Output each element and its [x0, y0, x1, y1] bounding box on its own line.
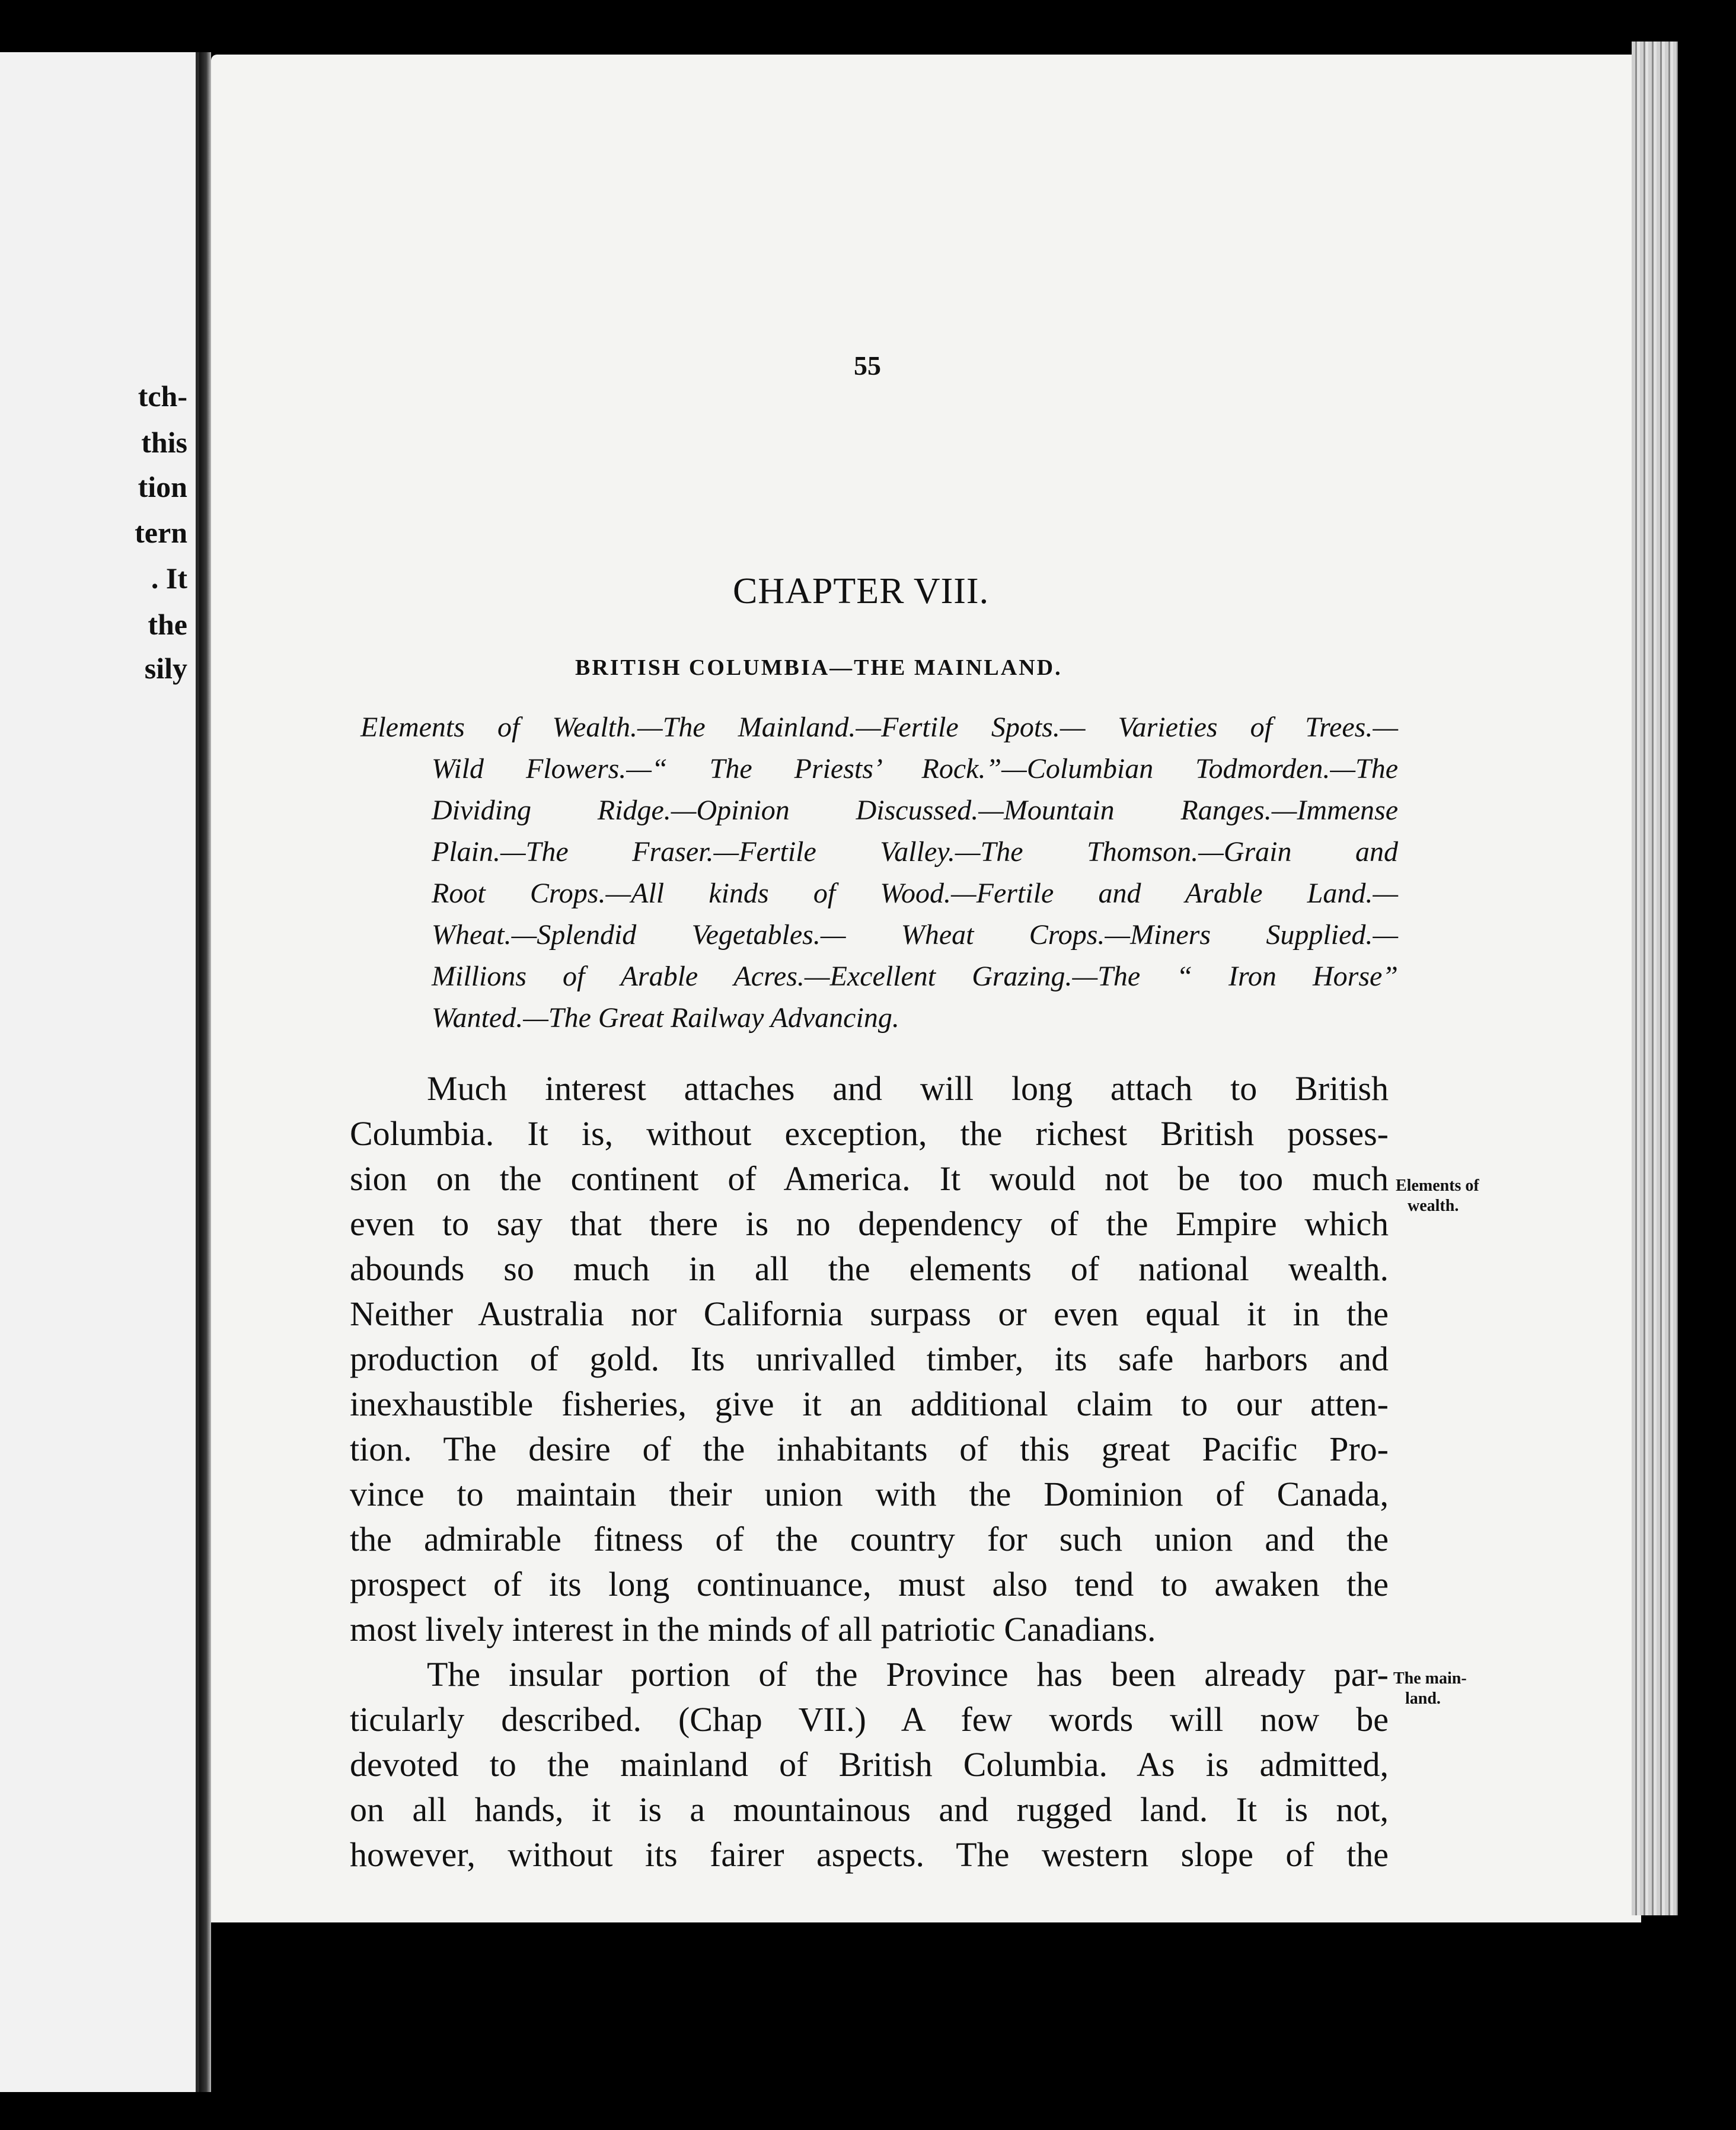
body-line: prospect of its long continuance, must also tend to awaken the [350, 1565, 1389, 1603]
body-line: vince to maintain their union with the Dominion of Canada, [350, 1475, 1389, 1513]
synopsis-line: Elements of Wealth.—The Mainland.—Fertile Spots.— Varieties of Trees.— [360, 712, 1398, 743]
body-line: most lively interest in the minds of all patriotic Canadians. [350, 1610, 1156, 1648]
margin-note [1393, 1669, 1467, 1709]
left-page-text-fragment: this [141, 426, 187, 459]
synopsis-line: Wanted.—The Great Railway Advancing. [432, 1002, 899, 1034]
page-number: 55 [854, 350, 881, 381]
margin-note-line: land. [1405, 1689, 1441, 1708]
body-line: Neither Australia nor California surpass or even equal it in the [350, 1294, 1389, 1333]
chapter-subtitle: BRITISH COLUMBIA—THE MAINLAND. [575, 655, 1062, 680]
chapter-synopsis [360, 707, 1398, 1039]
left-page-text-fragment: sily [144, 652, 187, 685]
left-page-text-fragment: tion [138, 470, 187, 503]
synopsis-line: Dividing Ridge.—Opinion Discussed.—Mountain Ranges.—Immense [432, 795, 1398, 826]
margin-note [1396, 1176, 1479, 1216]
synopsis-line: Root Crops.—All kinds of Wood.—Fertile and Arable Land.— [432, 878, 1398, 909]
body-line: Much interest attaches and will long attach to British [427, 1069, 1389, 1108]
body-line: sion on the continent of America. It would not be too much [350, 1159, 1389, 1198]
body-line: the admirable fitness of the country for such union and the [350, 1520, 1389, 1558]
synopsis-line: Millions of Arable Acres.—Excellent Grazing.—The “ Iron Horse” [432, 961, 1398, 992]
body-line: however, without its fairer aspects. The western slope of the [350, 1835, 1389, 1874]
chapter-title: CHAPTER VIII. [733, 571, 990, 611]
body-line: devoted to the mainland of British Columbia. As is admitted, [350, 1745, 1389, 1784]
body-line: The insular portion of the Province has been already par- [427, 1655, 1389, 1694]
margin-note-line: The main- [1393, 1669, 1467, 1688]
margin-note-line: Elements of [1396, 1176, 1479, 1195]
body-line: abounds so much in all the elements of national wealth. [350, 1249, 1389, 1288]
book-gutter [199, 52, 211, 2092]
synopsis-line: Wheat.—Splendid Vegetables.— Wheat Crops.—Miners Supplied.— [432, 919, 1398, 951]
synopsis-line: Wild Flowers.—“ The Priests’ Rock.”—Columbian Todmorden.—The [432, 753, 1398, 785]
body-line: ticularly described. (Chap VII.) A few words will now be [350, 1700, 1389, 1739]
left-page-text-fragment: tch- [138, 380, 187, 413]
body-line: tion. The desire of the inhabitants of this great Pacific Pro- [350, 1430, 1389, 1468]
page-edges [1632, 42, 1678, 1915]
left-page-text-fragment: tern [135, 516, 187, 549]
body-line: inexhaustible fisheries, give it an additional claim to our atten- [350, 1385, 1389, 1423]
body-line: production of gold. Its unrivalled timber, its safe harbors and [350, 1340, 1389, 1378]
margin-note-line: wealth. [1408, 1197, 1459, 1215]
previous-page-fragment [0, 52, 199, 2092]
body-line: on all hands, it is a mountainous and rugged land. It is not, [350, 1790, 1389, 1829]
body-line: even to say that there is no dependency of the Empire which [350, 1204, 1389, 1243]
body-text [350, 1066, 1389, 1877]
body-line: Columbia. It is, without exception, the richest British posses- [350, 1114, 1389, 1153]
synopsis-line: Plain.—The Fraser.—Fertile Valley.—The Thomson.—Grain and [432, 836, 1398, 868]
left-page-text-fragment: . It [151, 562, 187, 595]
left-page-text-fragment: the [148, 608, 187, 641]
